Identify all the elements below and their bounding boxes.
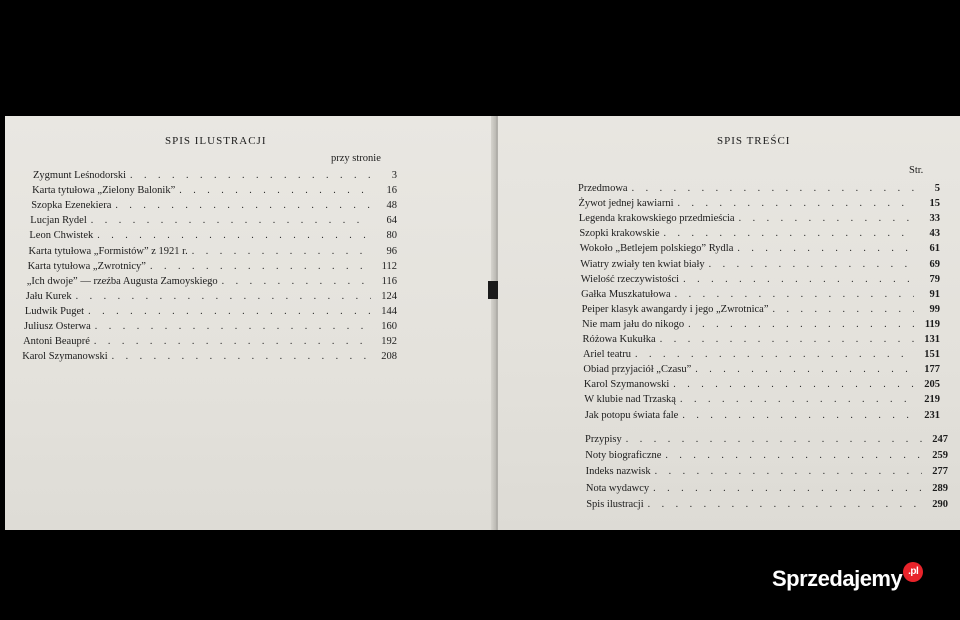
entry-page-number: 208 bbox=[381, 351, 397, 363]
dot-leader bbox=[682, 408, 914, 423]
entry-title: Obiad przyjaciół „Czasu” bbox=[583, 364, 692, 376]
entry-title: W klubie nad Trzaską bbox=[584, 394, 676, 406]
dot-leader bbox=[648, 497, 922, 512]
toc-entry bbox=[31, 198, 397, 213]
dot-leader bbox=[626, 432, 922, 447]
right-page bbox=[498, 116, 960, 530]
entry-title: Szopki krakowskie bbox=[579, 228, 660, 240]
entry-title: Wiatry zwiały ten kwiat biały bbox=[580, 258, 705, 270]
entry-page-number: 91 bbox=[929, 288, 940, 300]
entry-page-number: 33 bbox=[929, 213, 940, 225]
toc-entry bbox=[23, 334, 397, 349]
logo-badge: .pl bbox=[903, 562, 923, 582]
entry-title: Karta tytułowa „Zielony Balonik” bbox=[32, 185, 176, 197]
entry-page-number: 96 bbox=[386, 245, 397, 257]
entry-title: Karol Szymanowski bbox=[22, 351, 108, 363]
dot-leader bbox=[675, 287, 914, 302]
entry-page-number: 151 bbox=[924, 349, 940, 361]
entry-page-number: 259 bbox=[932, 450, 948, 462]
toc-entry bbox=[28, 259, 397, 274]
entry-page-number: 231 bbox=[924, 409, 940, 421]
entry-page-number: 3 bbox=[391, 170, 397, 181]
toc-entry bbox=[30, 213, 397, 228]
entry-page-number: 16 bbox=[386, 185, 397, 197]
entry-title: Wielość rzeczywistości bbox=[580, 273, 680, 285]
dot-leader bbox=[192, 244, 371, 259]
book-spread bbox=[5, 116, 960, 530]
entry-title: Ariel teatru bbox=[582, 349, 632, 361]
dot-leader bbox=[97, 228, 371, 243]
dot-leader bbox=[739, 211, 914, 226]
entry-title: Karta tytułowa „Zwrotnicy” bbox=[27, 260, 146, 272]
toc-entry bbox=[586, 464, 948, 479]
entry-page-number: 119 bbox=[924, 318, 940, 330]
entry-title: Peiper klasyk awangardy i jego „Zwrotnica” bbox=[581, 303, 769, 315]
entry-title: Nota wydawcy bbox=[585, 482, 650, 494]
entry-title: Karta tytułowa „Formistów” z 1921 r. bbox=[28, 245, 188, 257]
entry-title: Przypisy bbox=[585, 434, 622, 445]
contents-column-header: Str. bbox=[909, 165, 924, 176]
entry-title: Gałka Muszkatułowa bbox=[581, 288, 671, 300]
entry-title: Leon Chwistek bbox=[29, 230, 94, 242]
dot-leader bbox=[88, 304, 371, 319]
toc-entry bbox=[582, 317, 940, 332]
entry-page-number: 79 bbox=[929, 273, 940, 285]
entry-page-number: 48 bbox=[386, 200, 397, 212]
dot-leader bbox=[94, 334, 371, 349]
entry-title: Nie mam jału do nikogo bbox=[582, 318, 685, 330]
dot-leader bbox=[222, 274, 371, 289]
dot-leader bbox=[635, 347, 914, 362]
entry-page-number: 131 bbox=[924, 334, 940, 345]
dot-leader bbox=[660, 332, 914, 347]
entry-title: „Ich dwoje” — rzeźba Augusta Zamoyskiego bbox=[26, 275, 218, 287]
toc-entry bbox=[585, 432, 948, 447]
illustrations-title: SPIS ILUSTRACJI bbox=[165, 135, 267, 147]
dot-leader bbox=[673, 377, 914, 392]
entry-title: Noty biograficzne bbox=[585, 450, 662, 462]
entry-title: Karol Szymanowski bbox=[583, 379, 670, 391]
dot-leader bbox=[655, 464, 922, 479]
toc-entry bbox=[24, 319, 397, 334]
entry-title: Lucjan Rydel bbox=[30, 215, 87, 227]
toc-entry bbox=[584, 392, 940, 407]
entry-page-number: 177 bbox=[924, 364, 940, 376]
dot-leader bbox=[695, 362, 914, 377]
entry-title: Legenda krakowskiego przedmieścia bbox=[578, 213, 735, 225]
entry-page-number: 69 bbox=[929, 258, 940, 270]
dot-leader bbox=[678, 196, 914, 211]
dot-leader bbox=[688, 317, 914, 332]
illustrations-column-header: przy stronie bbox=[331, 153, 381, 164]
entry-title: Zygmunt Leśnodorski bbox=[33, 170, 127, 181]
toc-entry bbox=[583, 362, 940, 377]
entry-title: Wokoło „Betlejem polskiego” Rydla bbox=[579, 243, 734, 255]
entry-page-number: 144 bbox=[381, 305, 397, 317]
entry-title: Ludwik Puget bbox=[24, 305, 85, 317]
toc-entry bbox=[26, 289, 397, 304]
contents-title: SPIS TREŚCI bbox=[717, 135, 791, 147]
dot-leader bbox=[683, 272, 914, 287]
toc-entry bbox=[579, 211, 940, 226]
entry-page-number: 61 bbox=[929, 243, 940, 255]
dot-leader bbox=[709, 257, 914, 272]
toc-entry bbox=[585, 408, 940, 423]
entry-page-number: 116 bbox=[381, 275, 397, 287]
toc-entry bbox=[579, 226, 940, 241]
dot-leader bbox=[179, 183, 371, 198]
dot-leader bbox=[130, 168, 371, 183]
entry-title: Jału Kurek bbox=[25, 290, 72, 302]
page-marker bbox=[488, 281, 498, 299]
dot-leader bbox=[680, 392, 914, 407]
toc-entry bbox=[585, 448, 948, 463]
entry-page-number: 289 bbox=[932, 482, 948, 494]
toc-entry bbox=[586, 497, 948, 512]
dot-leader bbox=[665, 448, 922, 463]
toc-entry bbox=[580, 257, 940, 272]
toc-entry bbox=[583, 347, 940, 362]
toc-entry bbox=[586, 481, 948, 496]
toc-entry bbox=[25, 304, 397, 319]
entry-page-number: 80 bbox=[386, 230, 397, 242]
toc-entry bbox=[578, 181, 940, 196]
toc-entry bbox=[583, 332, 941, 347]
entry-page-number: 112 bbox=[381, 260, 397, 272]
dot-leader bbox=[91, 213, 371, 228]
entry-title: Różowa Kukułka bbox=[582, 334, 656, 345]
toc-entry bbox=[27, 274, 397, 289]
entry-page-number: 219 bbox=[924, 394, 940, 406]
toc-entry bbox=[582, 302, 940, 317]
entry-title: Antoni Beaupré bbox=[23, 336, 90, 348]
entry-page-number: 5 bbox=[934, 183, 940, 194]
dot-leader bbox=[653, 481, 922, 496]
logo-text: Sprzedajemy bbox=[772, 566, 903, 591]
toc-entry bbox=[32, 183, 397, 198]
left-page bbox=[5, 116, 495, 530]
dot-leader bbox=[112, 349, 371, 364]
dot-leader bbox=[737, 241, 914, 256]
dot-leader bbox=[772, 302, 914, 317]
entry-page-number: 277 bbox=[932, 466, 948, 478]
toc-entry bbox=[29, 228, 397, 243]
dot-leader bbox=[76, 289, 371, 304]
entry-page-number: 15 bbox=[929, 198, 940, 210]
toc-entry bbox=[580, 241, 940, 256]
entry-title: Juliusz Osterwa bbox=[24, 321, 91, 332]
entry-title: Jak potopu świata fale bbox=[584, 409, 679, 421]
dot-leader bbox=[664, 226, 914, 241]
toc-entry bbox=[578, 196, 940, 211]
entry-page-number: 205 bbox=[924, 379, 940, 391]
entry-page-number: 247 bbox=[932, 434, 948, 445]
entry-title: Żywot jednej kawiarni bbox=[578, 198, 674, 210]
toc-entry bbox=[29, 244, 398, 259]
sprzedajemy-logo bbox=[772, 566, 922, 596]
entry-page-number: 192 bbox=[381, 336, 397, 348]
entry-title: Spis ilustracji bbox=[586, 498, 644, 510]
entry-page-number: 124 bbox=[381, 290, 397, 302]
toc-entry bbox=[22, 349, 397, 364]
entry-page-number: 160 bbox=[381, 321, 397, 332]
dot-leader bbox=[115, 198, 371, 213]
toc-entry bbox=[33, 168, 397, 183]
toc-entry bbox=[581, 272, 940, 287]
entry-page-number: 43 bbox=[929, 228, 940, 240]
toc-entry bbox=[581, 287, 940, 302]
entry-page-number: 290 bbox=[932, 498, 948, 510]
entry-title: Przedmowa bbox=[578, 183, 628, 194]
entry-title: Szopka Ezenekiera bbox=[31, 200, 112, 212]
dot-leader bbox=[95, 319, 371, 334]
entry-page-number: 64 bbox=[386, 215, 397, 227]
toc-entry bbox=[584, 377, 940, 392]
entry-page-number: 99 bbox=[929, 303, 940, 315]
entry-title: Indeks nazwisk bbox=[585, 466, 651, 478]
dot-leader bbox=[150, 259, 371, 274]
dot-leader bbox=[632, 181, 914, 196]
